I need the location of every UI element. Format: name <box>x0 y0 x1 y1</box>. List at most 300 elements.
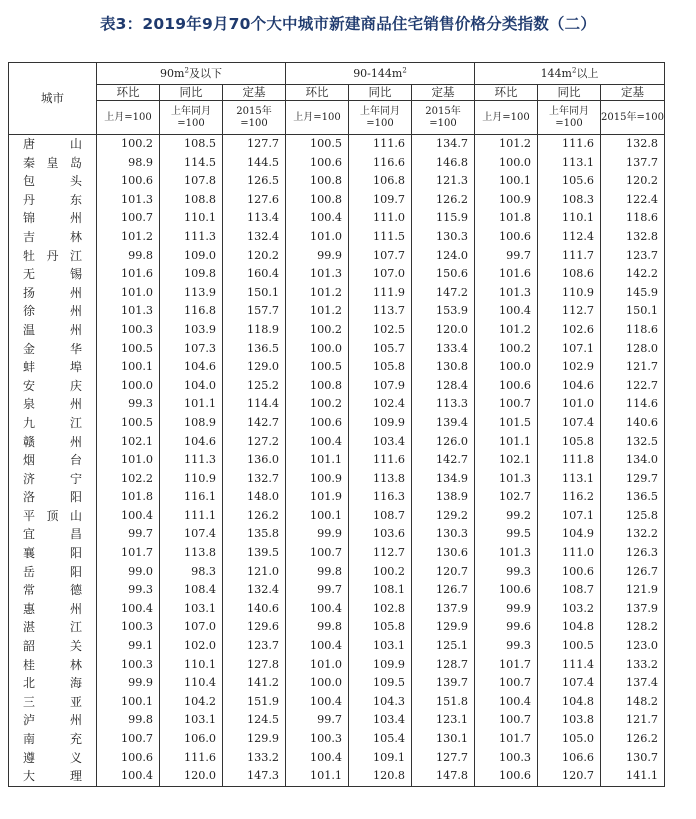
index-value: 147.2 <box>412 284 475 303</box>
index-value: 124.5 <box>223 711 286 730</box>
index-value: 137.9 <box>601 600 665 619</box>
index-value: 113.1 <box>538 470 601 489</box>
index-value: 112.4 <box>538 228 601 247</box>
city-name: 扬州 <box>9 284 97 303</box>
city-name: 包头 <box>9 172 97 191</box>
index-value: 101.3 <box>475 284 538 303</box>
sub-header-fixed-base: 定基 <box>412 85 475 101</box>
table-row <box>9 674 665 693</box>
index-value: 121.0 <box>223 563 286 582</box>
index-value: 99.8 <box>286 618 349 637</box>
city-name: 惠州 <box>9 600 97 619</box>
index-value: 120.0 <box>412 321 475 340</box>
index-value: 101.2 <box>286 302 349 321</box>
index-value: 107.1 <box>538 507 601 526</box>
index-value: 100.3 <box>475 749 538 768</box>
price-index-table <box>8 62 665 787</box>
index-value: 99.7 <box>475 247 538 266</box>
index-value: 109.9 <box>349 656 412 675</box>
index-value: 101.8 <box>475 209 538 228</box>
index-value: 100.6 <box>286 154 349 173</box>
index-value: 99.7 <box>286 581 349 600</box>
index-value: 107.9 <box>349 377 412 396</box>
city-name: 唐山 <box>9 135 97 154</box>
index-value: 132.8 <box>601 228 665 247</box>
index-value: 101.0 <box>97 284 160 303</box>
index-value: 111.6 <box>349 135 412 154</box>
index-value: 100.1 <box>286 507 349 526</box>
index-value: 99.3 <box>475 563 538 582</box>
index-value: 105.7 <box>349 340 412 359</box>
index-value: 111.7 <box>538 247 601 266</box>
index-value: 100.3 <box>286 730 349 749</box>
index-value: 113.7 <box>349 302 412 321</box>
index-value: 100.3 <box>97 321 160 340</box>
index-value: 101.1 <box>160 395 223 414</box>
index-value: 99.3 <box>97 581 160 600</box>
sub-header-mom: 环比 <box>286 85 349 101</box>
index-value: 114.5 <box>160 154 223 173</box>
index-value: 111.0 <box>349 209 412 228</box>
index-value: 140.6 <box>601 414 665 433</box>
index-value: 125.2 <box>223 377 286 396</box>
index-value: 99.8 <box>286 563 349 582</box>
index-value: 102.8 <box>349 600 412 619</box>
index-value: 100.6 <box>475 228 538 247</box>
index-value: 107.1 <box>538 340 601 359</box>
index-value: 141.1 <box>601 767 665 786</box>
index-value: 136.0 <box>223 451 286 470</box>
sub-header-mom: 环比 <box>475 85 538 101</box>
index-value: 104.6 <box>160 433 223 452</box>
index-value: 100.4 <box>97 600 160 619</box>
index-value: 100.6 <box>538 563 601 582</box>
index-value: 108.7 <box>538 581 601 600</box>
index-value: 99.9 <box>286 525 349 544</box>
index-value: 140.6 <box>223 600 286 619</box>
index-value: 133.2 <box>223 749 286 768</box>
sub-header-mom: 环比 <box>97 85 160 101</box>
index-value: 100.6 <box>97 749 160 768</box>
index-value: 111.3 <box>160 228 223 247</box>
index-value: 108.7 <box>349 507 412 526</box>
index-value: 126.2 <box>412 191 475 210</box>
index-value: 99.2 <box>475 507 538 526</box>
index-value: 102.1 <box>475 451 538 470</box>
index-value: 130.8 <box>412 358 475 377</box>
index-value: 135.8 <box>223 525 286 544</box>
index-value: 121.3 <box>412 172 475 191</box>
index-value: 108.9 <box>160 414 223 433</box>
index-value: 109.8 <box>160 265 223 284</box>
index-value: 127.7 <box>412 749 475 768</box>
index-value: 99.5 <box>475 525 538 544</box>
table-row <box>9 284 665 303</box>
index-value: 104.6 <box>160 358 223 377</box>
index-value: 101.2 <box>286 284 349 303</box>
index-value: 150.1 <box>223 284 286 303</box>
index-value: 100.7 <box>286 544 349 563</box>
index-value: 130.7 <box>601 749 665 768</box>
table-row <box>9 154 665 173</box>
index-value: 113.8 <box>349 470 412 489</box>
table-row <box>9 135 665 154</box>
index-value: 129.6 <box>223 618 286 637</box>
table-row <box>9 433 665 452</box>
base-note-yoy: 上年同月=100 <box>538 101 601 135</box>
index-value: 107.0 <box>349 265 412 284</box>
index-value: 101.6 <box>97 265 160 284</box>
index-value: 150.1 <box>601 302 665 321</box>
index-value: 142.7 <box>223 414 286 433</box>
index-value: 110.1 <box>160 656 223 675</box>
index-value: 125.8 <box>601 507 665 526</box>
index-value: 126.7 <box>601 563 665 582</box>
index-value: 144.5 <box>223 154 286 173</box>
index-value: 118.6 <box>601 209 665 228</box>
index-value: 101.3 <box>286 265 349 284</box>
table-row <box>9 600 665 619</box>
index-value: 128.4 <box>412 377 475 396</box>
index-value: 111.1 <box>160 507 223 526</box>
table-row <box>9 377 665 396</box>
city-name: 锦州 <box>9 209 97 228</box>
index-value: 110.1 <box>160 209 223 228</box>
index-value: 109.5 <box>349 674 412 693</box>
index-value: 101.6 <box>475 265 538 284</box>
index-value: 120.2 <box>601 172 665 191</box>
index-value: 102.1 <box>97 433 160 452</box>
city-name: 蚌埠 <box>9 358 97 377</box>
index-value: 113.3 <box>412 395 475 414</box>
index-value: 106.0 <box>160 730 223 749</box>
table-row <box>9 544 665 563</box>
index-value: 128.2 <box>601 618 665 637</box>
index-value: 100.0 <box>97 377 160 396</box>
table-row <box>9 451 665 470</box>
index-value: 146.8 <box>412 154 475 173</box>
index-value: 100.1 <box>97 693 160 712</box>
index-value: 101.2 <box>97 228 160 247</box>
base-note-yoy: 上年同月=100 <box>160 101 223 135</box>
index-value: 123.0 <box>601 637 665 656</box>
index-value: 105.8 <box>538 433 601 452</box>
index-value: 147.3 <box>223 767 286 786</box>
index-value: 105.8 <box>349 618 412 637</box>
city-name: 岳阳 <box>9 563 97 582</box>
index-value: 116.3 <box>349 488 412 507</box>
city-name: 丹东 <box>9 191 97 210</box>
index-value: 160.4 <box>223 265 286 284</box>
index-value: 132.8 <box>601 135 665 154</box>
index-value: 103.1 <box>160 600 223 619</box>
index-value: 100.2 <box>97 135 160 154</box>
index-value: 134.9 <box>412 470 475 489</box>
index-value: 122.7 <box>601 377 665 396</box>
index-value: 99.0 <box>97 563 160 582</box>
index-value: 102.9 <box>538 358 601 377</box>
index-value: 127.7 <box>223 135 286 154</box>
index-value: 134.7 <box>412 135 475 154</box>
index-value: 106.6 <box>538 749 601 768</box>
index-value: 101.0 <box>286 228 349 247</box>
index-value: 99.9 <box>97 674 160 693</box>
index-value: 137.7 <box>601 154 665 173</box>
sub-header-fixed-base: 定基 <box>223 85 286 101</box>
index-value: 120.2 <box>223 247 286 266</box>
index-value: 101.3 <box>97 302 160 321</box>
city-name: 温州 <box>9 321 97 340</box>
city-name: 洛阳 <box>9 488 97 507</box>
index-value: 114.6 <box>601 395 665 414</box>
index-value: 100.4 <box>97 507 160 526</box>
index-value: 100.1 <box>97 358 160 377</box>
index-value: 100.5 <box>97 414 160 433</box>
index-value: 100.6 <box>97 172 160 191</box>
index-value: 109.9 <box>349 414 412 433</box>
index-value: 122.4 <box>601 191 665 210</box>
table-row <box>9 488 665 507</box>
index-value: 100.4 <box>286 600 349 619</box>
table-row <box>9 525 665 544</box>
index-value: 100.2 <box>475 340 538 359</box>
index-value: 132.2 <box>601 525 665 544</box>
index-value: 101.9 <box>286 488 349 507</box>
index-value: 100.3 <box>97 656 160 675</box>
index-value: 121.9 <box>601 581 665 600</box>
index-value: 100.5 <box>286 135 349 154</box>
index-value: 100.0 <box>475 154 538 173</box>
index-value: 103.4 <box>349 433 412 452</box>
sub-header-yoy: 同比 <box>538 85 601 101</box>
index-value: 107.8 <box>160 172 223 191</box>
index-value: 101.1 <box>286 767 349 786</box>
sub-header-yoy: 同比 <box>160 85 223 101</box>
city-name: 大理 <box>9 767 97 786</box>
index-value: 102.4 <box>349 395 412 414</box>
index-value: 130.3 <box>412 228 475 247</box>
table-row <box>9 711 665 730</box>
index-value: 104.9 <box>538 525 601 544</box>
index-value: 109.0 <box>160 247 223 266</box>
index-value: 100.2 <box>286 395 349 414</box>
base-note-fixed: 2015年=100 <box>601 101 665 135</box>
city-name: 遵义 <box>9 749 97 768</box>
index-value: 100.7 <box>475 674 538 693</box>
table-row <box>9 656 665 675</box>
index-value: 136.5 <box>223 340 286 359</box>
index-value: 100.0 <box>475 358 538 377</box>
index-value: 151.9 <box>223 693 286 712</box>
index-value: 129.9 <box>412 618 475 637</box>
index-value: 111.4 <box>538 656 601 675</box>
index-value: 100.7 <box>475 711 538 730</box>
index-value: 132.5 <box>601 433 665 452</box>
index-value: 110.9 <box>538 284 601 303</box>
index-value: 113.1 <box>538 154 601 173</box>
table-row <box>9 414 665 433</box>
table-row <box>9 172 665 191</box>
index-value: 104.2 <box>160 693 223 712</box>
index-value: 142.7 <box>412 451 475 470</box>
table-row <box>9 749 665 768</box>
index-value: 107.4 <box>160 525 223 544</box>
index-value: 100.4 <box>475 693 538 712</box>
city-name: 泸州 <box>9 711 97 730</box>
index-value: 148.2 <box>601 693 665 712</box>
table-row <box>9 321 665 340</box>
table-row <box>9 209 665 228</box>
index-value: 99.8 <box>97 247 160 266</box>
index-value: 103.9 <box>160 321 223 340</box>
index-value: 114.4 <box>223 395 286 414</box>
index-value: 101.8 <box>97 488 160 507</box>
index-value: 101.5 <box>475 414 538 433</box>
index-value: 100.6 <box>475 377 538 396</box>
index-value: 134.0 <box>601 451 665 470</box>
index-value: 111.8 <box>538 451 601 470</box>
index-value: 123.1 <box>412 711 475 730</box>
index-value: 100.0 <box>286 340 349 359</box>
index-value: 127.2 <box>223 433 286 452</box>
table-row <box>9 302 665 321</box>
index-value: 120.0 <box>160 767 223 786</box>
index-value: 99.3 <box>97 395 160 414</box>
index-value: 111.5 <box>349 228 412 247</box>
index-value: 102.7 <box>475 488 538 507</box>
city-name: 济宁 <box>9 470 97 489</box>
index-value: 101.2 <box>475 321 538 340</box>
city-name: 襄阳 <box>9 544 97 563</box>
index-value: 108.6 <box>538 265 601 284</box>
index-value: 100.7 <box>475 395 538 414</box>
table-body <box>9 135 665 787</box>
table-row <box>9 358 665 377</box>
index-value: 129.2 <box>412 507 475 526</box>
index-value: 110.9 <box>160 470 223 489</box>
index-value: 150.6 <box>412 265 475 284</box>
index-value: 100.4 <box>286 209 349 228</box>
table-row <box>9 581 665 600</box>
index-value: 103.4 <box>349 711 412 730</box>
page-title: 表3：2019年9月70个大中城市新建商品住宅销售价格分类指数（二） <box>99 15 597 33</box>
index-value: 104.8 <box>538 618 601 637</box>
index-value: 148.0 <box>223 488 286 507</box>
index-value: 113.8 <box>160 544 223 563</box>
index-value: 128.7 <box>412 656 475 675</box>
index-value: 129.0 <box>223 358 286 377</box>
index-value: 107.4 <box>538 674 601 693</box>
index-value: 126.2 <box>601 730 665 749</box>
index-value: 112.7 <box>538 302 601 321</box>
table-row <box>9 340 665 359</box>
index-value: 101.7 <box>475 730 538 749</box>
table-row <box>9 265 665 284</box>
index-value: 103.1 <box>349 637 412 656</box>
index-value: 130.6 <box>412 544 475 563</box>
group-header-large: $144m^2$以上 <box>475 63 665 85</box>
city-name: 安庆 <box>9 377 97 396</box>
index-value: 105.4 <box>349 730 412 749</box>
index-value: 126.2 <box>223 507 286 526</box>
index-value: 137.4 <box>601 674 665 693</box>
index-value: 108.3 <box>538 191 601 210</box>
index-value: 100.5 <box>286 358 349 377</box>
index-value: 110.4 <box>160 674 223 693</box>
index-value: 123.7 <box>601 247 665 266</box>
table-row <box>9 693 665 712</box>
table-row <box>9 507 665 526</box>
index-value: 99.1 <box>97 637 160 656</box>
index-value: 157.7 <box>223 302 286 321</box>
index-value: 109.7 <box>349 191 412 210</box>
group-header-medium: $90-144m^2$ <box>286 63 475 85</box>
base-note-mom: 上月=100 <box>475 101 538 135</box>
index-value: 108.5 <box>160 135 223 154</box>
index-value: 105.0 <box>538 730 601 749</box>
index-value: 120.7 <box>412 563 475 582</box>
index-value: 102.5 <box>349 321 412 340</box>
index-value: 121.7 <box>601 358 665 377</box>
index-value: 100.7 <box>97 730 160 749</box>
index-value: 107.4 <box>538 414 601 433</box>
index-value: 128.0 <box>601 340 665 359</box>
group-header-small: $90m^2$及以下 <box>97 63 286 85</box>
index-value: 101.7 <box>475 656 538 675</box>
index-value: 99.9 <box>286 247 349 266</box>
index-value: 108.4 <box>160 581 223 600</box>
index-value: 100.6 <box>475 581 538 600</box>
city-name: 桂林 <box>9 656 97 675</box>
table-row <box>9 730 665 749</box>
index-value: 100.8 <box>286 191 349 210</box>
index-value: 118.6 <box>601 321 665 340</box>
index-value: 101.3 <box>475 470 538 489</box>
index-value: 100.8 <box>286 377 349 396</box>
index-value: 125.1 <box>412 637 475 656</box>
index-value: 100.2 <box>286 321 349 340</box>
index-value: 98.9 <box>97 154 160 173</box>
index-value: 103.2 <box>538 600 601 619</box>
index-value: 107.3 <box>160 340 223 359</box>
index-value: 100.5 <box>538 637 601 656</box>
index-value: 129.7 <box>601 470 665 489</box>
table-row <box>9 191 665 210</box>
index-value: 104.0 <box>160 377 223 396</box>
index-value: 99.8 <box>97 711 160 730</box>
table-row <box>9 395 665 414</box>
index-value: 127.6 <box>223 191 286 210</box>
index-value: 133.2 <box>601 656 665 675</box>
index-value: 151.8 <box>412 693 475 712</box>
index-value: 133.4 <box>412 340 475 359</box>
index-value: 139.5 <box>223 544 286 563</box>
table-row <box>9 767 665 786</box>
index-value: 103.8 <box>538 711 601 730</box>
index-value: 123.7 <box>223 637 286 656</box>
index-value: 126.0 <box>412 433 475 452</box>
index-value: 120.7 <box>538 767 601 786</box>
index-value: 108.1 <box>349 581 412 600</box>
index-value: 129.9 <box>223 730 286 749</box>
index-value: 100.9 <box>475 191 538 210</box>
index-value: 100.2 <box>349 563 412 582</box>
index-value: 124.0 <box>412 247 475 266</box>
city-name: 秦皇岛 <box>9 154 97 173</box>
table-row <box>9 618 665 637</box>
index-value: 99.9 <box>475 600 538 619</box>
city-name: 宜昌 <box>9 525 97 544</box>
